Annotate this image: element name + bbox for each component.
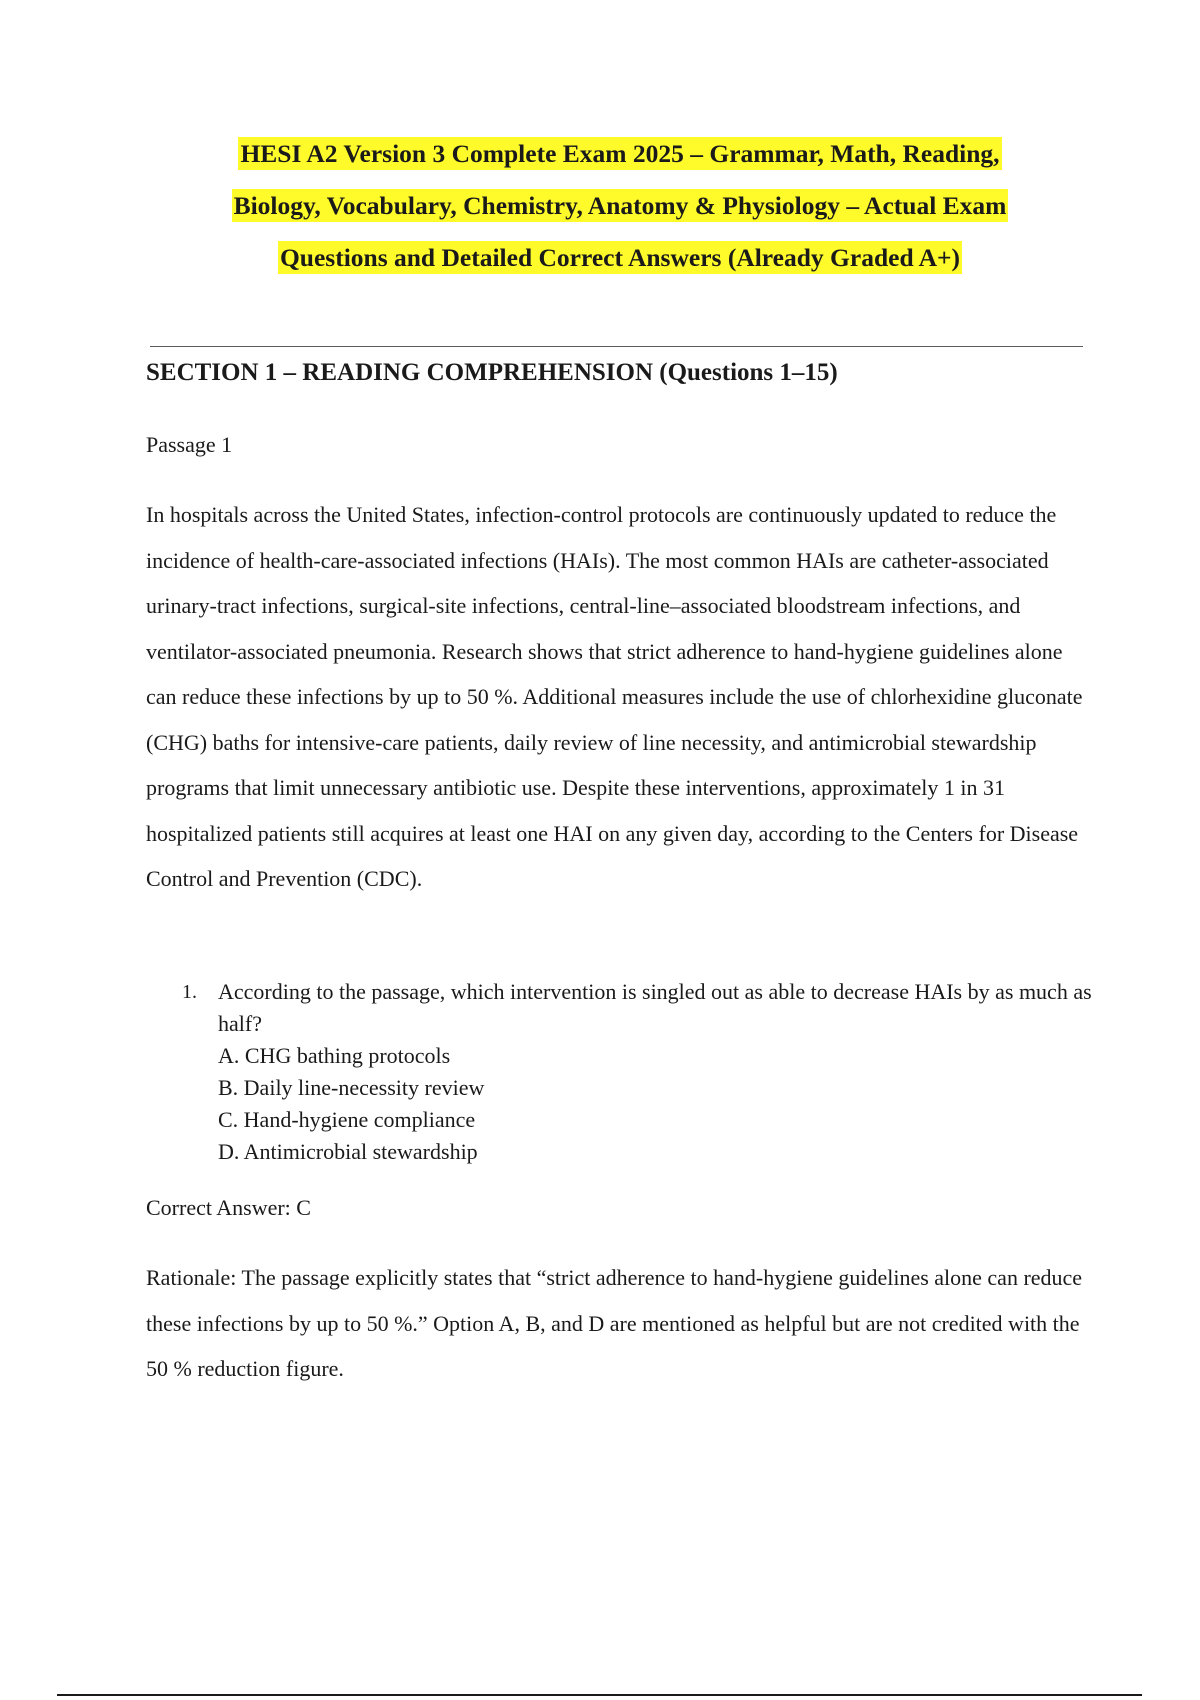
title-line [140, 232, 1100, 284]
question-stem: According to the passage, which intervention is singled out as able to decrease HAIs by as much as half? [218, 979, 1092, 1036]
title-line-3: Questions and Detailed Correct Answers (Already Graded A+) [279, 243, 961, 272]
option-c: C. Hand-hygiene compliance [218, 1107, 476, 1132]
question-block [182, 976, 1092, 1168]
question-number: 1. [182, 981, 197, 1003]
title-line [140, 128, 1100, 180]
passage-label: Passage 1 [146, 432, 233, 457]
document-title [140, 128, 1100, 284]
title-line-1: HESI A2 Version 3 Complete Exam 2025 – Grammar, Math, Reading, [240, 139, 1000, 168]
footer-divider [57, 1694, 1142, 1696]
rationale-text: Rationale: The passage explicitly states that “strict adherence to hand-hygiene guidelines alone can reduce these infections by up to 50 %.” Option A, B, and D are mentioned as helpful but are not credited with the 50 % reduction figure. [146, 1265, 1083, 1381]
correct-answer: Correct Answer: C [146, 1195, 311, 1220]
option-b: B. Daily line-necessity review [218, 1075, 485, 1100]
title-line [140, 180, 1100, 232]
section-heading: SECTION 1 – READING COMPREHENSION (Questions 1–15) [146, 359, 838, 386]
title-line-2: Biology, Vocabulary, Chemistry, Anatomy & Physiology – Actual Exam [233, 191, 1007, 220]
question-body [218, 976, 1092, 1168]
option-a: A. CHG bathing protocols [218, 1043, 451, 1068]
passage-text: In hospitals across the United States, infection-control protocols are continuously updated to reduce the incidence of health-care-associated infections (HAIs). The most common HAIs are catheter-associated urinary-tract infections, surgical-site infections, central-line–associated bloodstream infections, and ventilator-associated pneumonia. Research shows that strict adherence to hand-hygiene guidelines alone can reduce these infections by up to 50 %. Additional measures include the use of chlorhexidine gluconate (CHG) baths for intensive-care patients, daily review of line necessity, and antimicrobial stewardship programs that limit unnecessary antibiotic use. Despite these interventions, approximately 1 in 31 hospitalized patients still acquires at least one HAI on any given day, according to the Centers for Disease Control and Prevention (CDC). [146, 502, 1083, 891]
horizontal-divider [150, 346, 1083, 347]
option-d: D. Antimicrobial stewardship [218, 1139, 478, 1164]
